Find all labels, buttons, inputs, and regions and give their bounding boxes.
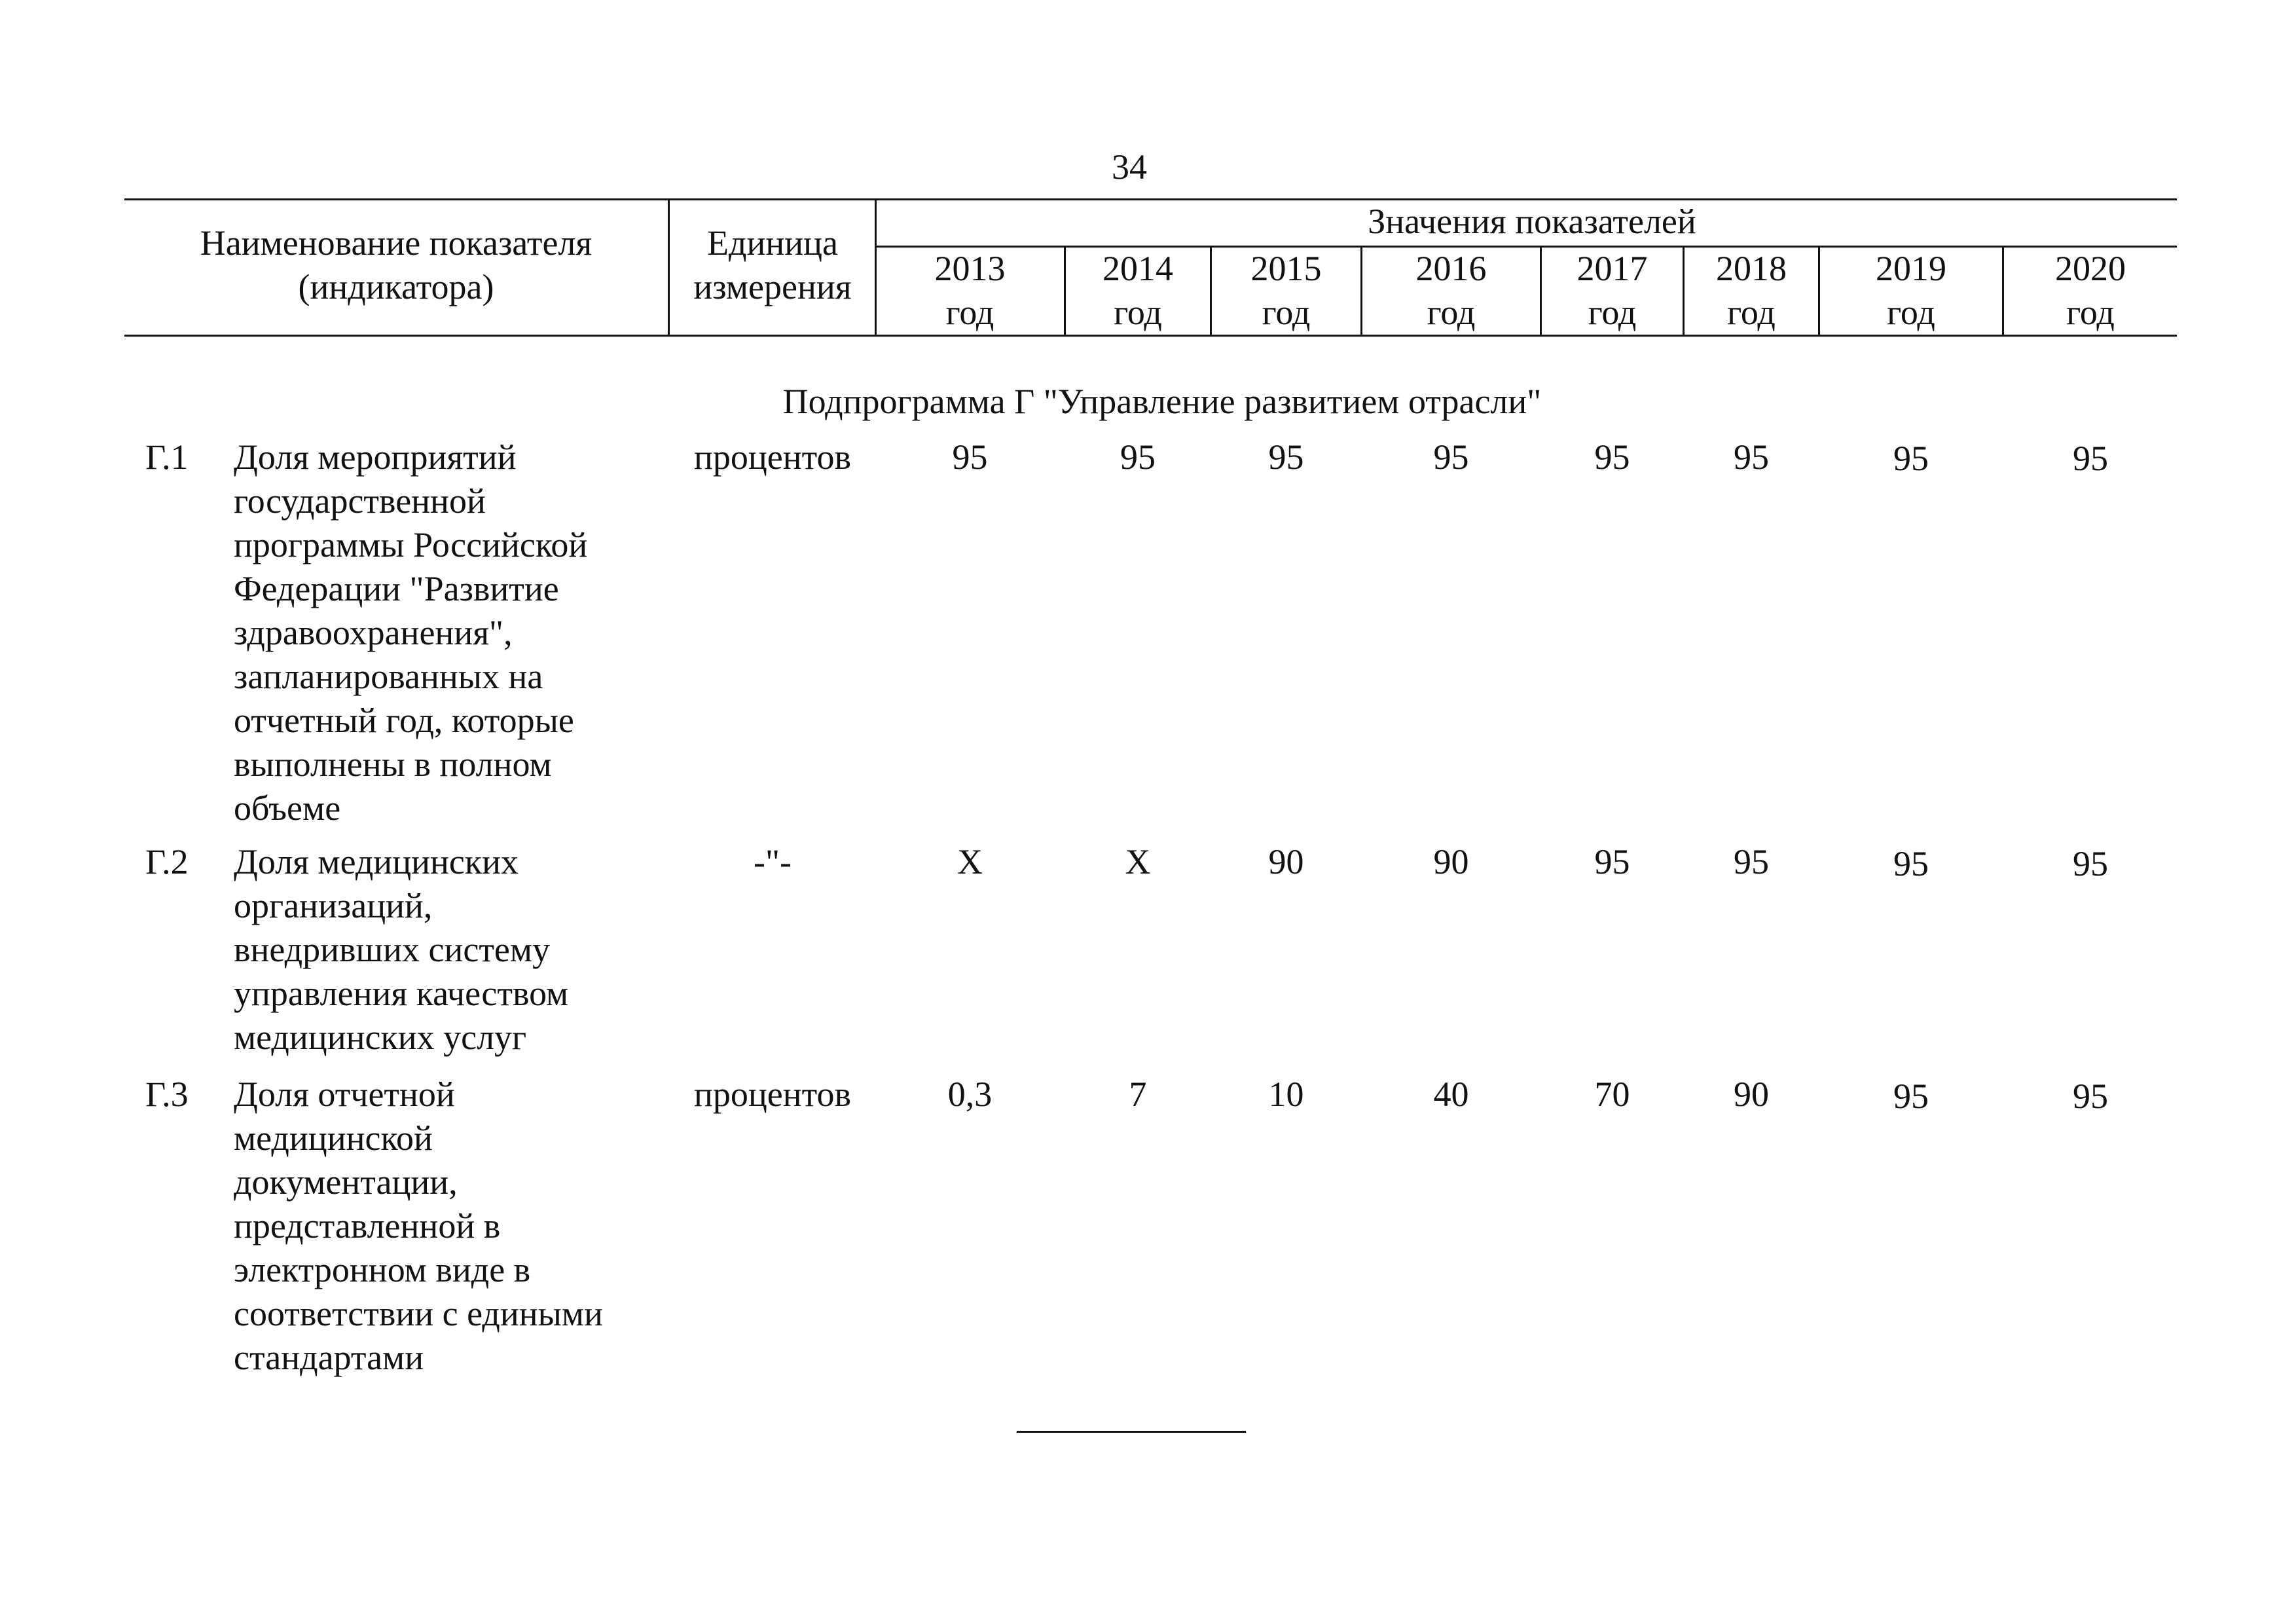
year-header-2020 bbox=[2004, 247, 2177, 335]
year-header-2019 bbox=[1820, 247, 2002, 335]
value-2016: 90 bbox=[1433, 842, 1469, 881]
year-label: 2014 bbox=[1102, 249, 1173, 288]
name-line: Федерации "Развитие bbox=[234, 569, 559, 608]
value-2013: 95 bbox=[952, 437, 988, 477]
year-suffix: год bbox=[1887, 293, 1935, 332]
header-unit bbox=[671, 221, 874, 309]
value-2020: 95 bbox=[2073, 439, 2108, 478]
year-suffix: год bbox=[1262, 293, 1311, 332]
name-line: выполнены в полном bbox=[234, 745, 552, 784]
page-number: 34 bbox=[1112, 147, 1147, 187]
value-2013: Х bbox=[957, 842, 983, 881]
name-line: документации, bbox=[234, 1162, 458, 1202]
name-line: электронном виде в bbox=[234, 1250, 531, 1289]
value-2015: 10 bbox=[1268, 1075, 1304, 1114]
value-2014: Х bbox=[1125, 842, 1151, 881]
name-line: Доля отчетной bbox=[234, 1075, 455, 1114]
name-line: программы Российской bbox=[234, 525, 588, 564]
value-2018: 95 bbox=[1734, 437, 1769, 477]
name-line: внедривших систему bbox=[234, 930, 551, 969]
row-code: Г.1 bbox=[145, 437, 189, 477]
value-2018: 95 bbox=[1734, 842, 1769, 881]
end-of-table-rule bbox=[1017, 1431, 1246, 1433]
year-suffix: год bbox=[2066, 293, 2115, 332]
year-header-2014 bbox=[1066, 247, 1210, 335]
name-line: Доля медицинских bbox=[234, 842, 519, 881]
row-unit: -"- bbox=[753, 842, 792, 881]
header-unit-line2: измерения bbox=[693, 267, 852, 306]
year-label: 2013 bbox=[934, 249, 1006, 288]
header-indicator-name bbox=[124, 221, 668, 309]
year-header-2018 bbox=[1685, 247, 1818, 335]
year-suffix: год bbox=[1727, 293, 1776, 332]
year-header-2016 bbox=[1362, 247, 1540, 335]
value-2015: 90 bbox=[1268, 842, 1304, 881]
year-header-2015 bbox=[1212, 247, 1360, 335]
value-2016: 95 bbox=[1433, 437, 1469, 477]
value-2020: 95 bbox=[2073, 844, 2108, 883]
name-line: государственной bbox=[234, 481, 486, 521]
header-unit-line1: Единица bbox=[706, 223, 839, 263]
name-line: Доля мероприятий bbox=[234, 437, 517, 477]
name-line: отчетный год, которые bbox=[234, 701, 574, 740]
value-2017: 70 bbox=[1594, 1075, 1630, 1114]
row-indicator-name bbox=[234, 1073, 666, 1380]
name-line: медицинской bbox=[234, 1118, 433, 1158]
year-suffix: год bbox=[1427, 293, 1476, 332]
value-2019: 95 bbox=[1893, 844, 1929, 883]
value-2015: 95 bbox=[1268, 437, 1304, 477]
name-line: здравоохранения", bbox=[234, 613, 513, 652]
header-name-line1: Наименование показателя bbox=[200, 223, 592, 263]
year-suffix: год bbox=[1114, 293, 1162, 332]
name-line: медицинских услуг bbox=[234, 1018, 527, 1057]
row-code: Г.2 bbox=[145, 842, 189, 881]
year-suffix: год bbox=[1588, 293, 1637, 332]
name-line: соответствии с едиными bbox=[234, 1294, 603, 1333]
row-indicator-name bbox=[234, 840, 666, 1060]
value-2020: 95 bbox=[2073, 1077, 2108, 1116]
value-2014: 7 bbox=[1129, 1075, 1147, 1114]
name-line: стандартами bbox=[234, 1338, 424, 1377]
name-line: представленной в bbox=[234, 1206, 501, 1246]
year-label: 2019 bbox=[1876, 249, 1946, 288]
year-label: 2015 bbox=[1250, 249, 1322, 288]
row-unit: процентов bbox=[693, 437, 852, 477]
year-label: 2016 bbox=[1415, 249, 1487, 288]
value-2013: 0,3 bbox=[947, 1075, 993, 1114]
year-header-2017 bbox=[1542, 247, 1683, 335]
year-label: 2020 bbox=[2055, 249, 2126, 288]
table-header-bottom-rule bbox=[124, 335, 2177, 337]
year-label: 2018 bbox=[1716, 249, 1787, 288]
name-line: объеме bbox=[234, 788, 341, 828]
header-values-title: Значения показателей bbox=[1368, 202, 1696, 241]
year-header-2013 bbox=[876, 247, 1064, 335]
name-line: организаций, bbox=[234, 886, 433, 925]
row-code: Г.3 bbox=[145, 1075, 189, 1114]
divider-name-unit bbox=[668, 198, 670, 336]
name-line: управления качеством bbox=[234, 974, 569, 1013]
value-2019: 95 bbox=[1893, 439, 1929, 478]
section-title: Подпрограмма Г "Управление развитием отрасли" bbox=[782, 382, 1542, 421]
value-2014: 95 bbox=[1120, 437, 1156, 477]
row-indicator-name bbox=[234, 435, 666, 830]
year-suffix: год bbox=[945, 293, 994, 332]
header-name-line2: (индикатора) bbox=[298, 267, 494, 306]
value-2016: 40 bbox=[1433, 1075, 1469, 1114]
row-unit: процентов bbox=[693, 1075, 852, 1114]
value-2019: 95 bbox=[1893, 1077, 1929, 1116]
name-line: запланированных на bbox=[234, 657, 543, 696]
value-2018: 90 bbox=[1734, 1075, 1769, 1114]
value-2017: 95 bbox=[1594, 437, 1630, 477]
year-label: 2017 bbox=[1576, 249, 1648, 288]
value-2017: 95 bbox=[1594, 842, 1630, 881]
